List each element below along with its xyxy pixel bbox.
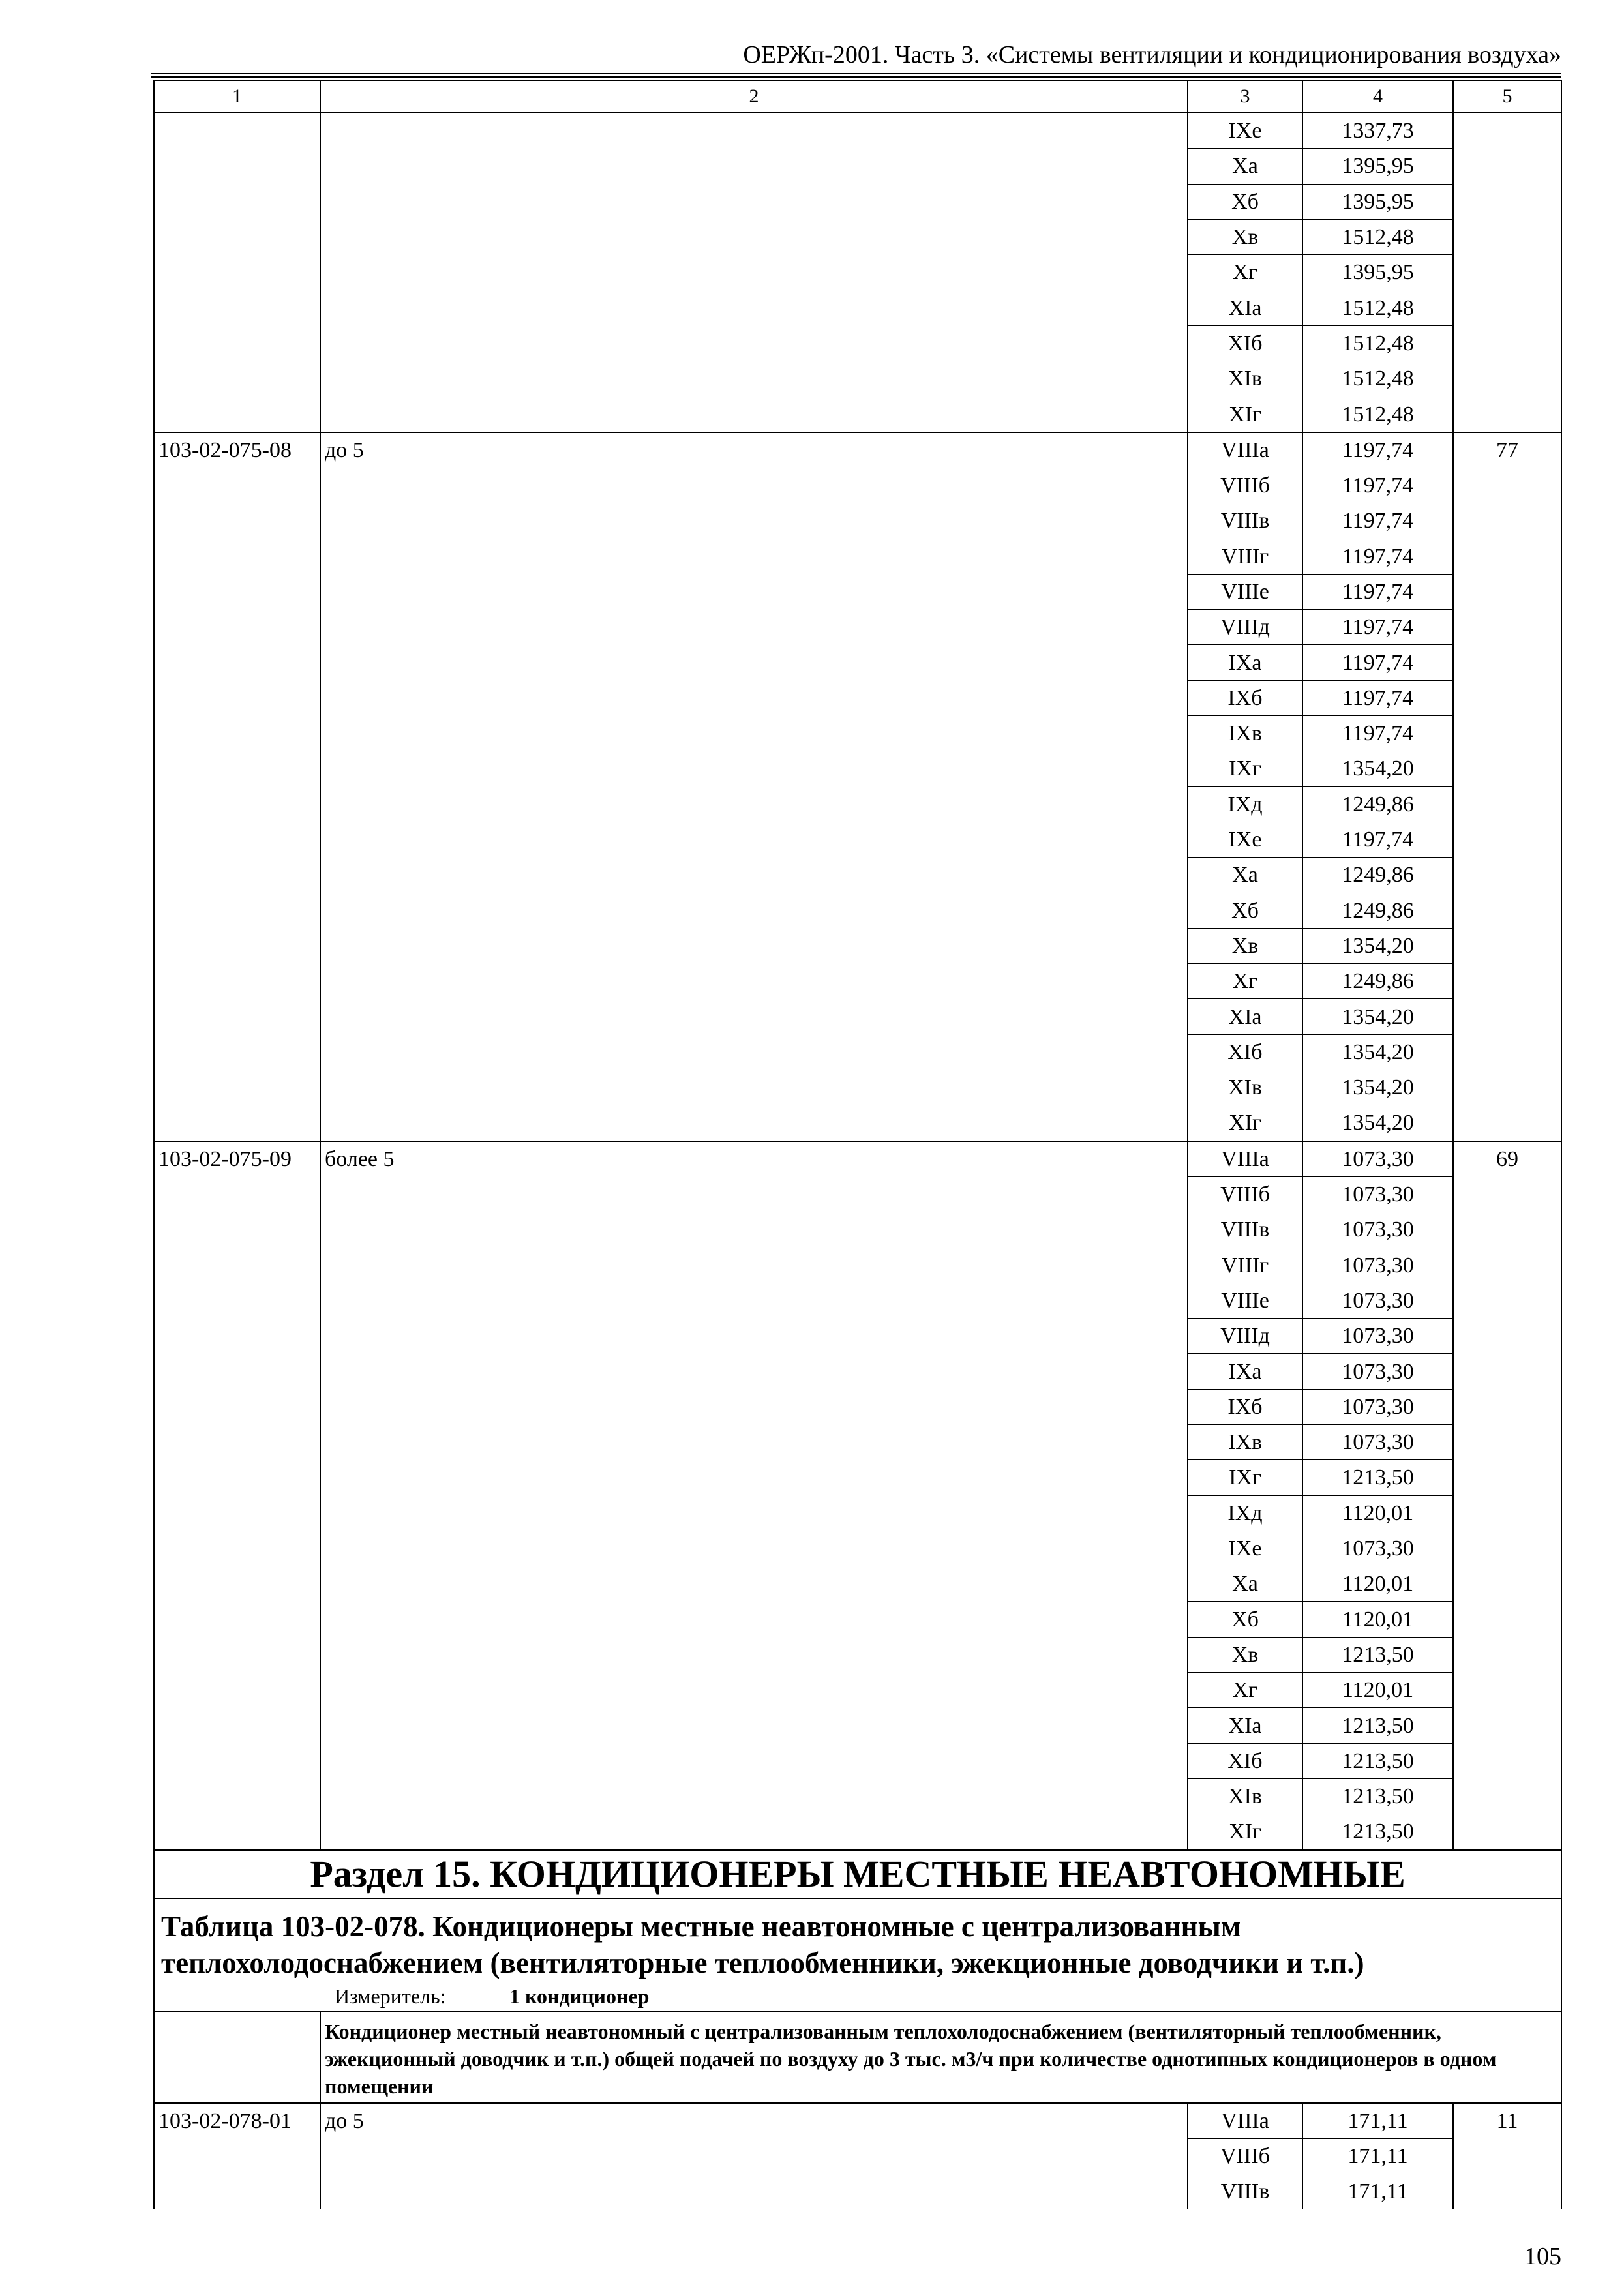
zone-cell: XIв [1188,1778,1302,1814]
zone-cell: VIIIг [1188,1248,1302,1283]
price-cell: 1073,30 [1302,1212,1453,1248]
price-cell: 1512,48 [1302,290,1453,325]
price-cell: 1249,86 [1302,893,1453,928]
price-cell: 1073,30 [1302,1531,1453,1566]
zone-cell: IXе [1188,1531,1302,1566]
zone-cell: Xг [1188,255,1302,290]
zone-cell: XIг [1188,1105,1302,1141]
zone-cell: Xг [1188,964,1302,999]
section-title-row [154,1850,1561,1898]
price-cell: 1512,48 [1302,361,1453,396]
description-code-cell [154,2012,320,2103]
table-row [154,1141,1561,1177]
column-number-row [154,80,1561,113]
name-cell: более 5 [320,1141,1188,1850]
zone-cell: Xа [1188,858,1302,893]
price-cell: 1197,74 [1302,680,1453,715]
zone-cell: IXа [1188,645,1302,680]
table-row [154,2103,1561,2139]
zone-cell: VIIIд [1188,1319,1302,1354]
table-row [154,113,1561,149]
zone-cell: XIа [1188,999,1302,1034]
zone-cell: VIIIв [1188,1212,1302,1248]
price-cell: 1213,50 [1302,1637,1453,1672]
price-cell: 1213,50 [1302,1814,1453,1850]
zone-cell: IXг [1188,751,1302,786]
price-cell: 1249,86 [1302,786,1453,822]
price-cell: 1197,74 [1302,503,1453,539]
price-cell: 1197,74 [1302,468,1453,503]
price-cell: 171,11 [1302,2138,1453,2174]
price-cell: 1197,74 [1302,574,1453,609]
name-cell: до 5 [320,432,1188,1141]
price-cell: 1512,48 [1302,219,1453,254]
labor-cell: 77 [1453,432,1561,1141]
zone-cell: Xб [1188,184,1302,219]
price-cell: 1249,86 [1302,964,1453,999]
price-cell: 1197,74 [1302,645,1453,680]
price-cell: 1197,74 [1302,539,1453,574]
zone-cell: VIIIв [1188,503,1302,539]
zone-cell: IXв [1188,716,1302,751]
price-cell: 1073,30 [1302,1248,1453,1283]
header-rule [151,73,1561,78]
price-cell: 1354,20 [1302,999,1453,1034]
zone-cell: IXе [1188,113,1302,149]
price-cell: 1120,01 [1302,1566,1453,1602]
labor-cell: 11 [1453,2103,1561,2209]
price-cell: 1073,30 [1302,1424,1453,1459]
zone-cell: VIIIе [1188,574,1302,609]
price-cell: 1073,30 [1302,1141,1453,1177]
price-cell: 1213,50 [1302,1708,1453,1743]
zone-cell: IXв [1188,1424,1302,1459]
zone-cell: Xв [1188,928,1302,963]
price-cell: 1249,86 [1302,858,1453,893]
price-cell: 1354,20 [1302,1105,1453,1141]
labor-cell [1453,113,1561,432]
zone-cell: XIг [1188,1814,1302,1850]
measure-cell [154,1981,1561,2012]
code-cell: 103-02-078-01 [154,2103,320,2209]
zone-cell: XIб [1188,1034,1302,1070]
column-number-cell: 1 [154,80,320,113]
price-cell: 1120,01 [1302,1673,1453,1708]
zone-cell: XIб [1188,325,1302,361]
price-cell: 1197,74 [1302,716,1453,751]
price-cell: 1120,01 [1302,1495,1453,1531]
zone-cell: XIа [1188,290,1302,325]
price-cell: 1354,20 [1302,928,1453,963]
price-cell: 1073,30 [1302,1176,1453,1212]
zone-cell: VIIIб [1188,2138,1302,2174]
column-number-cell: 4 [1302,80,1453,113]
price-cell: 1512,48 [1302,396,1453,432]
zone-cell: IXб [1188,1389,1302,1424]
price-cell: 1073,30 [1302,1319,1453,1354]
zone-cell: VIIIа [1188,2103,1302,2139]
price-cell: 1120,01 [1302,1602,1453,1637]
zone-cell: XIа [1188,1708,1302,1743]
labor-cell: 69 [1453,1141,1561,1850]
price-cell: 1197,74 [1302,432,1453,468]
price-cell: 1395,95 [1302,184,1453,219]
measure-label: Измеритель: [335,1984,446,2008]
price-cell: 1213,50 [1302,1743,1453,1778]
zone-cell: VIIIб [1188,1176,1302,1212]
zone-cell: VIIIа [1188,432,1302,468]
column-number-cell: 5 [1453,80,1561,113]
zone-cell: VIIIб [1188,468,1302,503]
table-title: Таблица 103-02-078. Кондиционеры местные неавтономные с централизованным теплохолодоснабжением (вентиляторные теплообменники, эжекционные доводчики и т.п.) [154,1898,1561,1981]
zone-cell: Xа [1188,149,1302,184]
price-cell: 1354,20 [1302,1034,1453,1070]
zone-cell: IXд [1188,786,1302,822]
zone-cell: IXг [1188,1460,1302,1495]
zone-cell: VIIIв [1188,2174,1302,2209]
name-cell: до 5 [320,2103,1188,2209]
zone-cell: VIIIд [1188,610,1302,645]
price-cell: 1213,50 [1302,1778,1453,1814]
price-cell: 171,11 [1302,2103,1453,2139]
price-cell: 1213,50 [1302,1460,1453,1495]
measure-row [154,1981,1561,2012]
measure-value: 1 кондиционер [509,1984,650,2008]
zone-cell: Xб [1188,893,1302,928]
code-cell [154,113,320,432]
price-cell: 171,11 [1302,2174,1453,2209]
page-number: 105 [1524,2243,1561,2270]
zone-cell: Xа [1188,1566,1302,1602]
zone-cell: IXд [1188,1495,1302,1531]
section-title: Раздел 15. КОНДИЦИОНЕРЫ МЕСТНЫЕ НЕАВТОНОМНЫЕ [154,1850,1561,1898]
code-cell: 103-02-075-08 [154,432,320,1141]
page-header-title: ОЕРЖп-2001. Часть 3. «Системы вентиляции и кондиционирования воздуха» [743,41,1561,68]
rates-table [153,80,1562,2209]
price-cell: 1354,20 [1302,1070,1453,1105]
price-cell: 1073,30 [1302,1389,1453,1424]
zone-cell: Xв [1188,219,1302,254]
column-number-cell: 2 [320,80,1188,113]
zone-cell: XIв [1188,1070,1302,1105]
zone-cell: XIв [1188,361,1302,396]
zone-cell: Xб [1188,1602,1302,1637]
price-cell: 1512,48 [1302,325,1453,361]
zone-cell: VIIIе [1188,1283,1302,1318]
zone-cell: IXе [1188,822,1302,857]
zone-cell: IXб [1188,680,1302,715]
price-cell: 1073,30 [1302,1283,1453,1318]
description-text: Кондиционер местный неавтономный с централизованным теплохолодоснабжением (вентиляторный теплообменник, эжекционный доводчик и т.п.) общей подачей по воздуху до 3 тыс. м3/ч при количестве однотипных кондиционеров в одном помещении [320,2012,1561,2103]
column-number-cell: 3 [1188,80,1302,113]
zone-cell: IXа [1188,1354,1302,1389]
price-cell: 1354,20 [1302,751,1453,786]
price-cell: 1395,95 [1302,255,1453,290]
table-title-row [154,1898,1561,1981]
zone-cell: Xг [1188,1673,1302,1708]
name-cell [320,113,1188,432]
zone-cell: VIIIа [1188,1141,1302,1177]
zone-cell: XIб [1188,1743,1302,1778]
zone-cell: Xв [1188,1637,1302,1672]
code-cell: 103-02-075-09 [154,1141,320,1850]
description-row [154,2012,1561,2103]
zone-cell: XIг [1188,396,1302,432]
table-row [154,432,1561,468]
price-cell: 1073,30 [1302,1354,1453,1389]
zone-cell: VIIIг [1188,539,1302,574]
price-cell: 1337,73 [1302,113,1453,149]
price-cell: 1197,74 [1302,610,1453,645]
price-cell: 1197,74 [1302,822,1453,857]
price-cell: 1395,95 [1302,149,1453,184]
